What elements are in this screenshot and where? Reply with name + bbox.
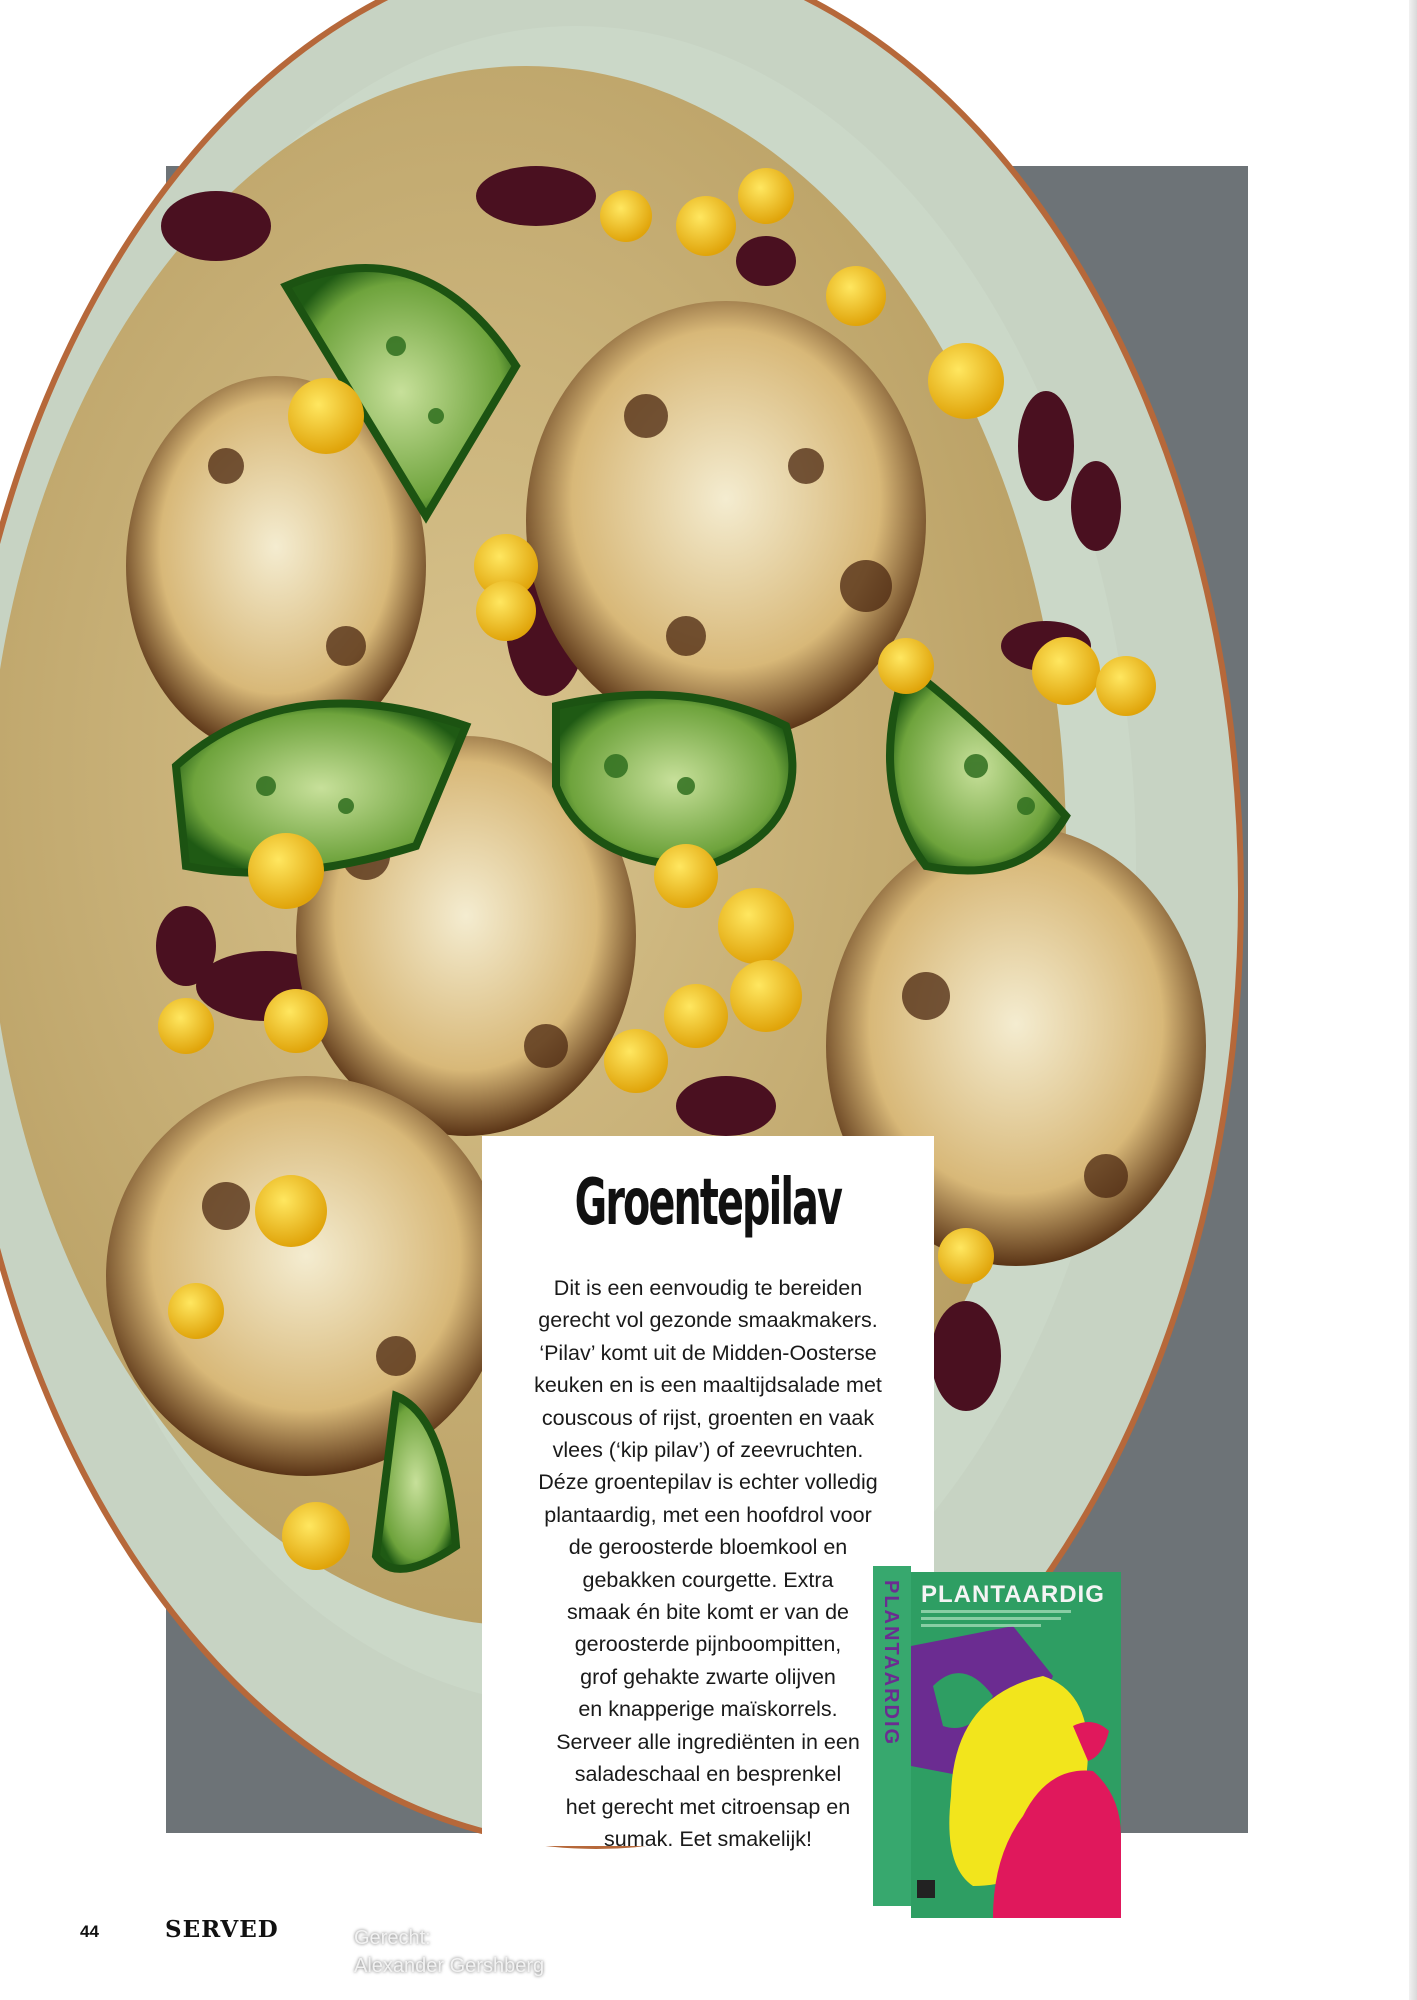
book-spine-title: PLANTAARDIG	[880, 1580, 902, 1747]
recipe-title: Groentepilav	[574, 1166, 842, 1240]
body-line: de geroosterde bloemkool en	[568, 1535, 848, 1560]
body-line: vlees (‘kip pilav’) of zeevruchten.	[552, 1438, 864, 1463]
magazine-brand: SERVED	[165, 1916, 279, 1943]
body-line: grof gehakte zwarte olijven	[580, 1664, 836, 1689]
book-cover-illustration	[873, 1566, 1121, 1918]
photo-credit-name: Alexander Gershberg	[354, 1955, 545, 1977]
body-line: plantaardig, met een hoofdrol voor	[544, 1502, 872, 1527]
body-line: smaak én bite komt er van de	[566, 1600, 850, 1625]
body-line: Déze groentepilav is echter volledig	[538, 1470, 878, 1495]
body-line: gebakken courgette. Extra	[582, 1567, 834, 1592]
page-edge	[1409, 0, 1417, 2000]
body-line: ‘Pilav’ komt uit de Midden-Oosterse	[539, 1340, 877, 1365]
photo-credit-label: Gerecht:	[354, 1927, 431, 1949]
book-cover	[873, 1566, 1121, 1918]
body-line: gerecht vol gezonde smaakmakers.	[538, 1308, 878, 1333]
body-line: en knapperige maïskorrels.	[578, 1697, 838, 1722]
body-line: couscous of rijst, groenten en vaak	[541, 1405, 875, 1430]
body-line: Dit is een eenvoudig te bereiden	[553, 1276, 863, 1300]
recipe-intro-box	[482, 1136, 934, 1851]
body-line: het gerecht met citroensap en	[565, 1794, 851, 1819]
book-cover-title: PLANTAARDIG	[921, 1581, 1105, 1608]
photo-credit	[354, 1924, 544, 1980]
body-line: keuken en is een maaltijdsalade met	[534, 1373, 882, 1398]
body-line: saladeschaal en besprenkel	[574, 1762, 842, 1787]
body-line: Serveer alle ingrediënten in een	[556, 1729, 860, 1754]
recipe-intro-text	[500, 1272, 916, 1855]
body-line: sumak. Eet smakelijk!	[604, 1826, 812, 1851]
body-line: geroosterde pijnboompitten,	[574, 1632, 842, 1657]
page-number: 44	[80, 1922, 99, 1941]
